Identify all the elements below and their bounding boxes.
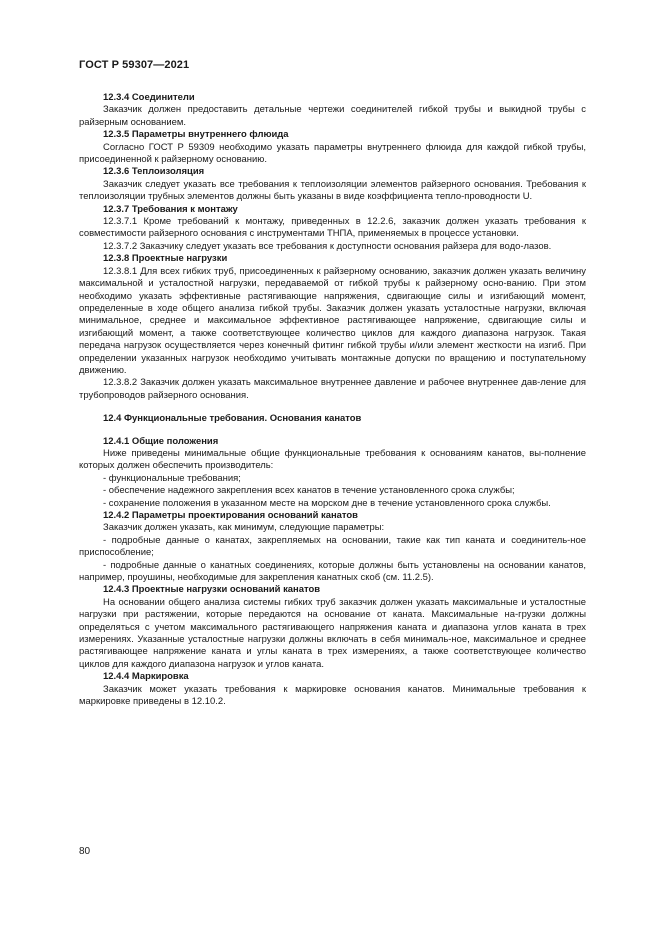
document-body	[79, 92, 586, 709]
paragraph: 12.3.8.1 Для всех гибких труб, присоединенных к райзерному основанию, заказчик должен указать величину максимальной и усталостной нагрузки, передаваемой от гибкой трубы к райзерному осно-ванию. При этом необходимо указать эффективные растягивающие напряжения, сдвигающие силы и изгибающий момент, определенные в ходе общего анализа гибкой трубы. Заказчик должен указать усталостные нагрузки, включая минимальное, среднее и максимальное эффективное растягивающее напряжение, сдвигающие силы и изгибающий момент, а также соответствующее количество циклов для каждого диапазона нагрузок. Такая передача нагрузок осуществляется через конечный фитинг гибкой трубы и/или элемент жесткости на изгиб. При определении указанных нагрузок необходимо учитывать монтажные допуски по вращению и поступательному движению.	[79, 265, 586, 376]
section-heading: 12.3.7 Требования к монтажу	[103, 203, 238, 215]
section-heading: 12.3.5 Параметры внутреннего флюида	[103, 129, 289, 141]
paragraph: Заказчик должен предоставить детальные чертежи соединителей гибкой трубы и выкидной трубы с райзерным основанием.	[79, 104, 586, 128]
section-heading: 12.4.2 Параметры проектирования оснований канатов	[103, 510, 358, 521]
section-heading: 12.3.4 Соединители	[103, 92, 195, 103]
list-item: - функциональные требования;	[103, 472, 241, 484]
list-item: - сохранение положения в указанном месте на морском дне в течение установленного срока службы.	[103, 497, 551, 509]
paragraph: Ниже приведены минимальные общие функциональные требования к основаниям канатов, вы-полнение которых должен обеспечить производитель:	[79, 447, 586, 472]
list-item: - обеспечение надежного закрепления всех канатов в течение установленного срока службы;	[103, 485, 515, 497]
section-heading: 12.4.4 Маркировка	[103, 671, 189, 683]
section-heading: 12.4 Функциональные требования. Основания канатов	[103, 413, 362, 425]
paragraph: Заказчик должен указать, как минимум, следующие параметры:	[103, 522, 385, 534]
section-heading: 12.3.8 Проектные нагрузки	[103, 253, 228, 265]
section-heading: 12.4.3 Проектные нагрузки оснований канатов	[103, 584, 321, 596]
section-heading: 12.3.6 Теплоизоляция	[103, 166, 205, 178]
paragraph: 12.3.7.2 Заказчику следует указать все требования к доступности основания райзера для водо-лазов.	[103, 240, 552, 252]
paragraph: 12.3.7.1 Кроме требований к монтажу, приведенных в 12.2.6, заказчик должен указать требования к совместимости райзерного основания с инструментами ТНПА, применяемых в процессе установки.	[79, 216, 586, 240]
document-header: ГОСТ Р 59307—2021	[79, 59, 190, 71]
paragraph: Согласно ГОСТ Р 59309 необходимо указать параметры внутреннего флюида для каждой гибкой трубы, присоединенной к райзерному основанию.	[79, 141, 586, 166]
paragraph: Заказчик может указать требования к маркировке основания канатов. Минимальные требования к маркировке приведены в 12.10.2.	[79, 683, 586, 708]
paragraph: Заказчик следует указать все требования к теплоизоляции элементов райзерного основания. Требования к теплоизоляции трубных элементов должны быть указаны в виде коэффициента тепло-проводности U.	[79, 178, 586, 203]
page-number: 80	[79, 846, 91, 857]
paragraph: На основании общего анализа системы гибких труб заказчик должен указать максимальные и усталостные нагрузки при растяжении, которые передаются на основание от каната. Максимальные на-грузки должны определяться с учетом максимального растягивающего напряжения каната и диапазона углов каната в трех измерениях. Указанные усталостные нагрузки должны включать в себя минималь-ное, максимальное и среднее растягивающее напряжение каната и углы каната в трех измерениях, а также соответствующее количество циклов для каждого диапазона нагрузок и углов каната.	[79, 596, 586, 670]
section-heading: 12.4.1 Общие положения	[103, 435, 219, 447]
list-item: - подробные данные о канатных соединениях, которые должны быть установлены на основании канатов, например, проушины, необходимые для закрепления канатных скоб (см. 11.2.5).	[79, 559, 586, 584]
paragraph: 12.3.8.2 Заказчик должен указать максимальное внутреннее давление и рабочее внутреннее дав-ление для трубопроводов райзерного основания.	[79, 377, 586, 401]
list-item: - подробные данные о канатах, закрепляемых на основании, такие как тип каната и соединитель-ное приспособление;	[79, 534, 586, 559]
